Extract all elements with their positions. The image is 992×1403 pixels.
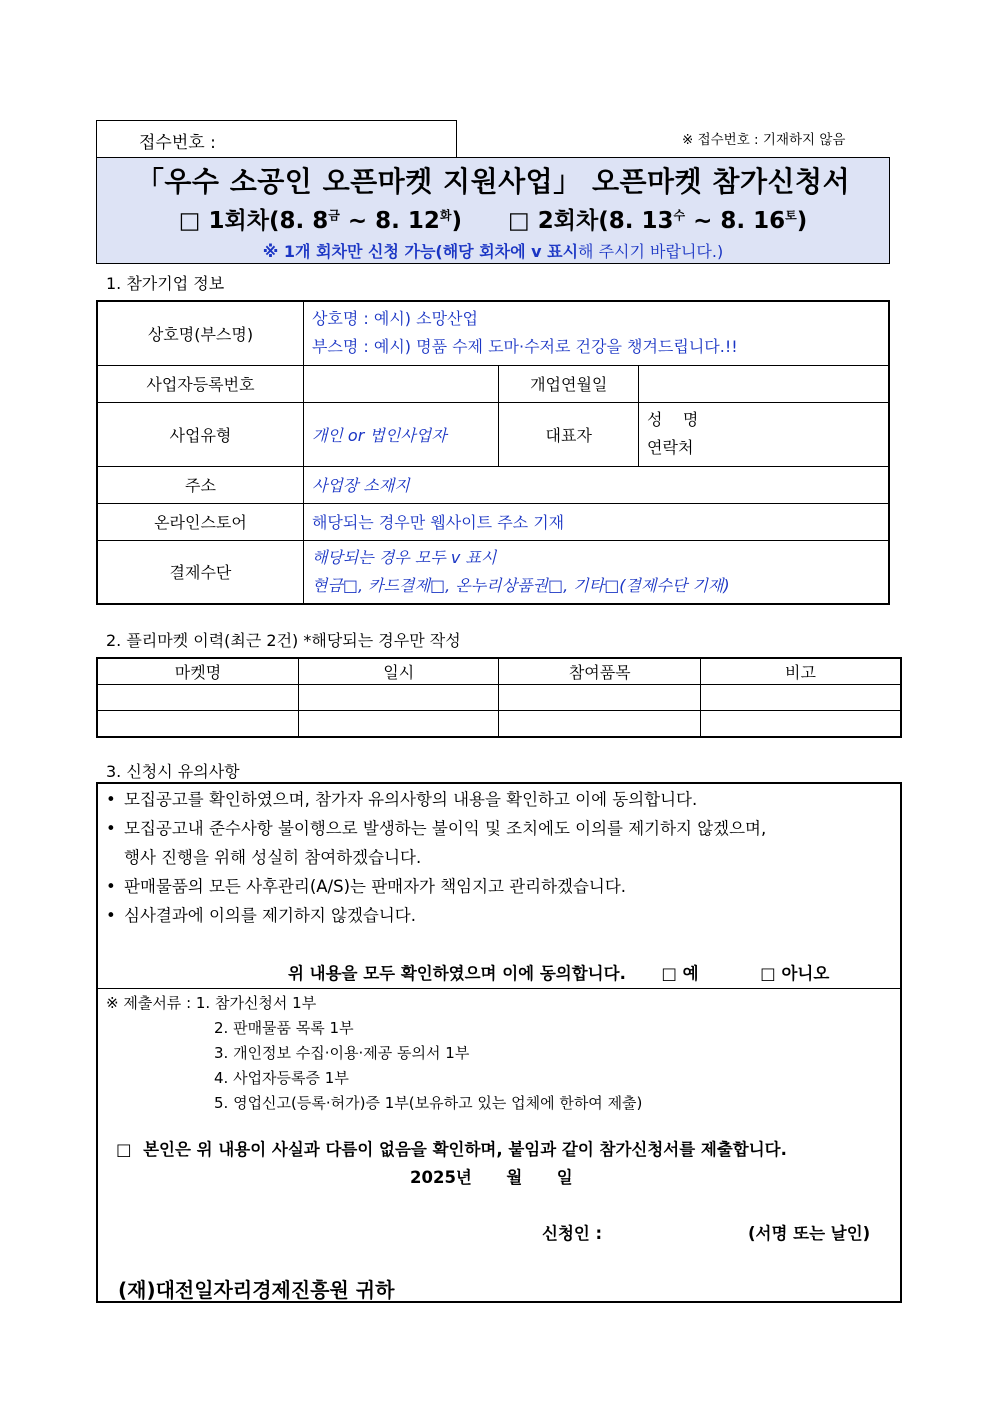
table-cell[interactable] [97, 685, 298, 711]
biztype-value-cell[interactable]: 개인 or 법인사업자 [303, 402, 498, 466]
table-row [97, 685, 901, 711]
divider [98, 988, 900, 989]
notice-box [96, 782, 902, 1303]
confirm-statement[interactable]: □ 본인은 위 내용이 사실과 다름이 없음을 확인하며, 붙임과 같이 참가신청서를 제출합니다. [116, 1140, 787, 1159]
notice-text: 모집공고내 준수사항 불이행으로 발생하는 불이익 및 조치에도 이의를 제기하지 않겠으며, [124, 819, 767, 838]
payment-label: 결제수단 [97, 540, 303, 604]
table-cell[interactable] [97, 711, 298, 737]
notice-text: 심사결과에 이의를 제기하지 않겠습니다. [124, 906, 416, 925]
booth-name-example: 부스명 : 예시) 명품 수제 도마·수저로 건강을 챙겨드립니다.!! [311, 337, 738, 357]
round1-day2: 화 [439, 208, 452, 223]
round2-text-mid: ~ 8. 16 [685, 208, 786, 234]
payment-options: 현금□, 카드결제□, 온누리상품권□, 기타□(결제수단 기재) [311, 575, 730, 595]
notice-item: • 모집공고를 확인하였으며, 참가자 유의사항의 내용을 확인하고 이에 동의합니다. [106, 790, 698, 809]
payment-instruction: 해당되는 경우 모두 v 표시 [311, 547, 497, 567]
table-cell[interactable] [298, 685, 499, 711]
notice-text: 모집공고를 확인하였으며, 참가자 유의사항의 내용을 확인하고 이에 동의합니다. [124, 790, 698, 809]
biztype-label: 사업유형 [97, 402, 303, 466]
store-value-cell[interactable]: 해당되는 경우만 웹사이트 주소 기재 [303, 503, 889, 540]
agree-no-checkbox[interactable]: □ 아니오 [760, 964, 830, 983]
table-cell[interactable] [298, 711, 499, 737]
section3-heading: 3. 신청시 유의사항 [106, 762, 240, 781]
notice-item: • 판매물품의 모든 사후관리(A/S)는 판매자가 책임지고 관리하겠습니다. [106, 877, 627, 896]
title-box [96, 157, 890, 264]
round2-checkbox[interactable]: □ [508, 208, 530, 234]
round-note [97, 239, 889, 262]
doc-item: 5. 영업신고(등록·허가)증 1부(보유하고 있는 업체에 한하여 제출) [214, 1094, 643, 1112]
round1-text-mid: ~ 8. 12 [339, 208, 440, 234]
table-row [97, 301, 889, 365]
table-row [97, 466, 889, 503]
form-title: 「우수 소공인 오픈마켓 지원사업」 오픈마켓 참가신청서 [135, 165, 851, 198]
ceo-name-label: 성 명 [647, 410, 699, 429]
store-label: 온라인스토어 [97, 503, 303, 540]
ceo-label: 대표자 [499, 402, 639, 466]
table-row [97, 365, 889, 402]
opendate-label: 개업연월일 [499, 365, 639, 402]
col-market-name: 마켓명 [97, 658, 298, 685]
receipt-label: 접수번호 : [139, 133, 216, 153]
table-cell[interactable] [700, 685, 901, 711]
section2-heading: 2. 플리마켓 이력(최근 2건) *해당되는 경우만 작성 [106, 631, 461, 650]
recipient: (재)대전일자리경제진흥원 귀하 [118, 1278, 395, 1302]
bizno-label: 사업자등록번호 [97, 365, 303, 402]
round-note-rest: 해 주시기 바랍니다.) [578, 242, 724, 261]
table-cell[interactable] [499, 685, 700, 711]
round1-option[interactable] [179, 208, 462, 234]
doc-item: 3. 개인정보 수집·이용·제공 동의서 1부 [214, 1044, 470, 1062]
company-info-table [96, 300, 890, 605]
round1-close: ) [451, 208, 462, 234]
section1-heading: 1. 참가기업 정보 [106, 274, 225, 293]
round2-option[interactable] [508, 208, 807, 234]
col-items: 참여품목 [499, 658, 700, 685]
table-row [97, 402, 889, 466]
table-row [97, 540, 889, 604]
company-name-example: 상호명 : 예시) 소망산업 [311, 309, 478, 329]
round1-checkbox[interactable]: □ [178, 208, 201, 234]
agree-text: 위 내용을 모두 확인하였으며 이에 동의합니다. [288, 964, 626, 983]
notice-text: 판매물품의 모든 사후관리(A/S)는 판매자가 책임지고 관리하겠습니다. [124, 877, 627, 896]
receipt-note: ※ 접수번호 : 기재하지 않음 [682, 132, 846, 148]
notice-item-cont [106, 843, 896, 872]
round1-day1: 금 [328, 208, 340, 223]
round2-day1: 수 [673, 208, 686, 223]
agree-yes-checkbox[interactable]: □ 예 [661, 964, 699, 983]
bizno-value-cell[interactable] [303, 365, 498, 402]
payment-value-cell[interactable] [303, 540, 889, 604]
col-date: 일시 [298, 658, 499, 685]
address-label: 주소 [97, 466, 303, 503]
round1-text-start: 1회차(8. 8 [208, 208, 329, 234]
round2-day2: 토 [785, 208, 797, 223]
round-note-bold: ※ 1개 회차만 신청 가능(해당 회차에 v 표시 [262, 242, 579, 261]
col-remarks: 비고 [700, 658, 901, 685]
table-row [97, 503, 889, 540]
opendate-value-cell[interactable] [639, 365, 889, 402]
table-header-row [97, 658, 901, 685]
agree-line [288, 960, 829, 984]
ceo-value-cell[interactable] [639, 402, 889, 466]
application-date[interactable]: 2025년 월 일 [410, 1168, 573, 1187]
required-documents [106, 991, 642, 1116]
notice-item: • 모집공고내 준수사항 불이행으로 발생하는 불이익 및 조치에도 이의를 제기하지 않겠으며, [106, 819, 767, 838]
table-row [97, 711, 901, 737]
applicant-label: 신청인 : [542, 1224, 603, 1243]
notice-text: 행사 진행을 위해 성실히 참여하겠습니다. [124, 848, 422, 867]
address-value-cell[interactable]: 사업장 소재지 [303, 466, 889, 503]
round2-text-start: 2회차(8. 13 [537, 208, 674, 234]
ceo-contact-label: 연락처 [647, 438, 694, 457]
table-cell[interactable] [499, 711, 700, 737]
round-options [97, 202, 889, 235]
table-cell[interactable] [700, 711, 901, 737]
round2-close: ) [796, 208, 808, 234]
notice-item: • 심사결과에 이의를 제기하지 않겠습니다. [106, 906, 416, 925]
company-value-cell[interactable] [303, 301, 889, 365]
market-history-table [96, 657, 902, 738]
doc-item: 2. 판매물품 목록 1부 [214, 1019, 354, 1037]
signature-note: (서명 또는 날인) [748, 1224, 871, 1243]
receipt-number-field [96, 120, 457, 157]
docs-title: ※ 제출서류 : 1. 참가신청서 1부 [106, 994, 317, 1012]
doc-item: 4. 사업자등록증 1부 [214, 1069, 349, 1087]
company-label: 상호명(부스명) [97, 301, 303, 365]
